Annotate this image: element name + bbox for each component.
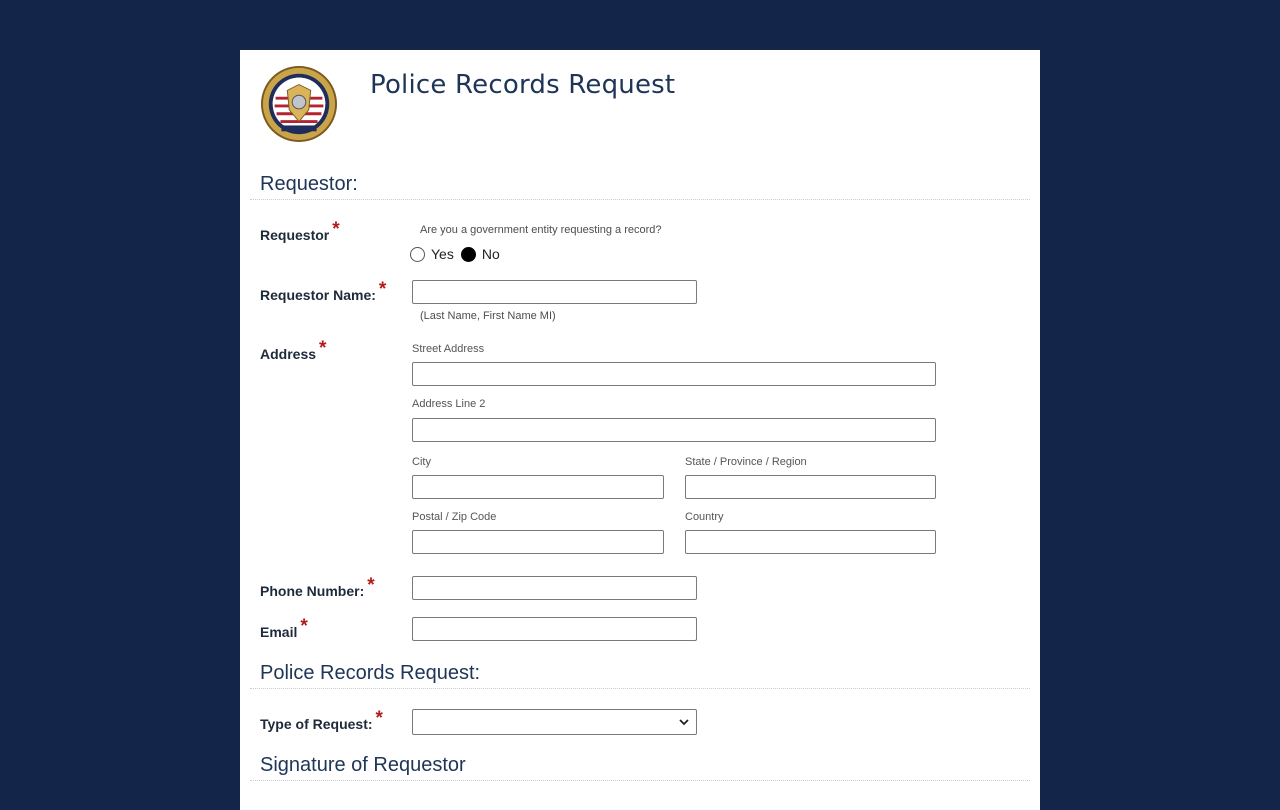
radio-yes[interactable] — [410, 247, 425, 262]
street-address-input[interactable] — [412, 362, 936, 386]
form-card — [240, 50, 1040, 810]
city-label: City — [412, 456, 431, 468]
section-heading-records: Police Records Request: — [260, 662, 481, 684]
radio-option-yes[interactable] — [410, 246, 454, 262]
address-label — [260, 338, 327, 365]
requestor-name-label — [260, 279, 387, 306]
radio-no[interactable] — [461, 247, 476, 262]
chevron-down-icon — [677, 715, 691, 729]
requestor-type-label — [260, 219, 340, 246]
section-divider — [250, 780, 1030, 781]
required-marker: * — [300, 616, 308, 637]
address-line2-label: Address Line 2 — [412, 398, 486, 410]
state-label: State / Province / Region — [685, 456, 807, 468]
required-marker: * — [375, 708, 383, 729]
email-input[interactable] — [412, 617, 697, 641]
city-input[interactable] — [412, 475, 664, 499]
section-divider — [250, 688, 1030, 689]
country-input[interactable] — [685, 530, 936, 554]
page-title: Police Records Request — [370, 70, 676, 100]
requestor-type-radio-group — [410, 246, 507, 262]
phone-input[interactable] — [412, 576, 697, 600]
required-marker: * — [378, 279, 387, 300]
government-entity-question: Are you a government entity requesting a record? — [420, 224, 662, 236]
required-marker: * — [367, 575, 375, 596]
type-of-request-select[interactable] — [412, 709, 697, 735]
email-label-text: Email — [260, 624, 298, 640]
state-input[interactable] — [685, 475, 936, 499]
country-label: Country — [685, 511, 724, 523]
address-label-text: Address — [260, 346, 317, 362]
police-seal-icon — [260, 65, 338, 143]
phone-label-text: Phone Number: — [260, 583, 365, 599]
address-line2-input[interactable] — [412, 418, 936, 442]
type-of-request-label-text: Type of Request: — [260, 716, 373, 732]
requestor-name-input[interactable] — [412, 280, 697, 304]
street-address-label: Street Address — [412, 343, 485, 355]
section-divider — [250, 199, 1030, 200]
postal-code-label: Postal / Zip Code — [412, 511, 497, 523]
type-of-request-label — [260, 708, 383, 735]
radio-yes-label: Yes — [431, 246, 454, 262]
radio-no-label: No — [481, 246, 500, 262]
requestor-name-hint: (Last Name, First Name MI) — [420, 310, 556, 322]
required-marker: * — [332, 219, 340, 240]
section-heading-signature: Signature of Requestor — [260, 754, 466, 776]
required-marker: * — [319, 338, 327, 359]
radio-option-no[interactable] — [461, 246, 500, 262]
email-label — [260, 616, 308, 643]
phone-label — [260, 575, 375, 602]
requestor-type-label-text: Requestor — [260, 227, 330, 243]
requestor-name-label-text: Requestor Name: — [260, 287, 376, 303]
section-heading-requestor: Requestor: — [260, 173, 358, 195]
postal-code-input[interactable] — [412, 530, 664, 554]
